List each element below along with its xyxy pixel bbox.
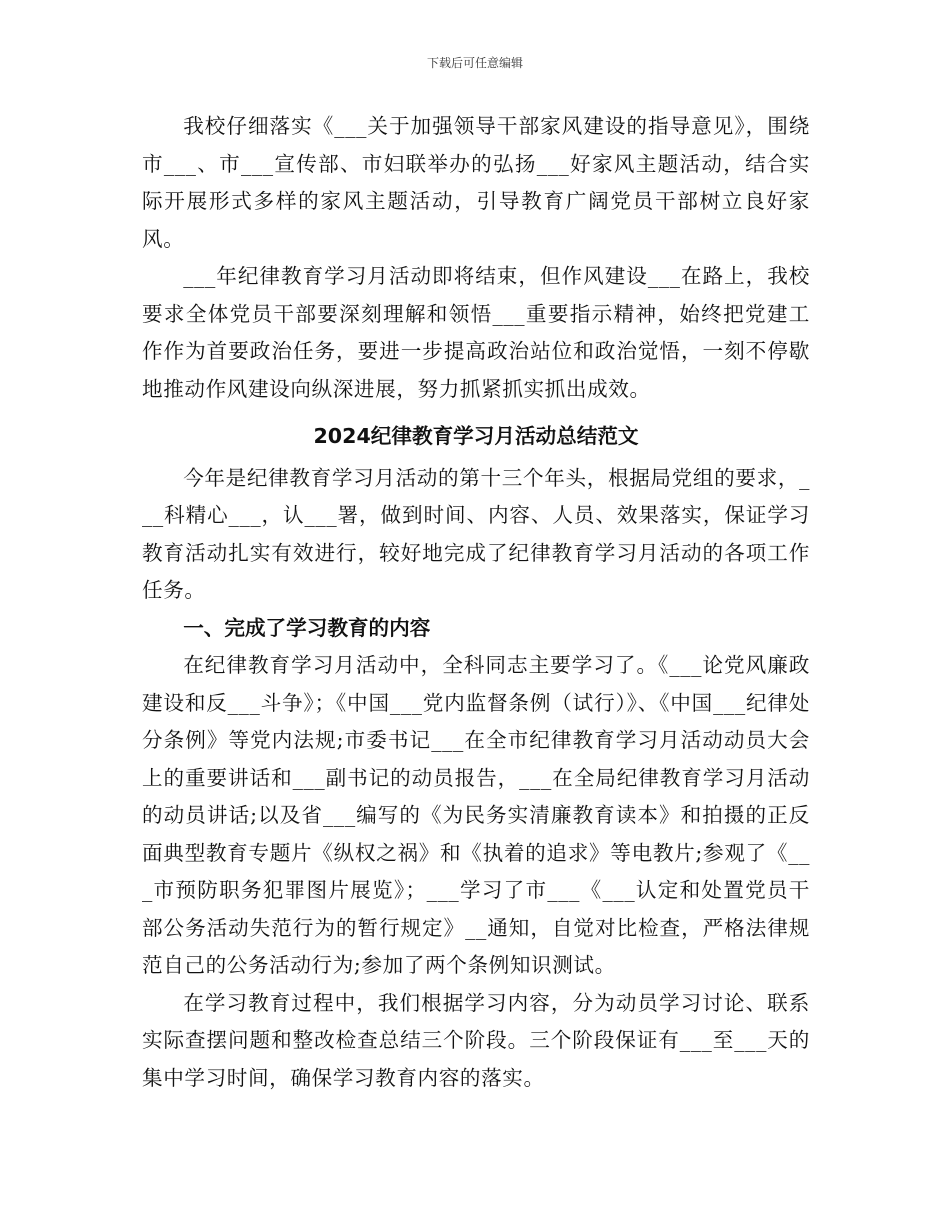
paragraph-family-style: 我校仔细落实《___关于加强领导干部家风建设的指导意见》，围绕市___、市___宣传部、市妇联举办的弘扬___好家风主题活动，结合实际开展形式多样的家风主题活动，引导教育广阔党员干部树立良好家风。 (142, 114, 810, 251)
paragraph-study-content: 在纪律教育学习月活动中，全科同志主要学习了。《___论党风廉政建设和反___斗争》；《中国___党内监督条例（试行）》、《中国___纪律处分条例》等党内法规;市委书记___在全市纪律教育学习月活动动员大会上的重要讲话和___副书记的动员报告，___在全局纪律教育学习月活动的动员讲话;以及省___编写的《为民务实清廉教育读本》和拍摄的正反面典型教育专题片《纵权之祸》和《执着的追求》等电教片;参观了《___市预防职务犯罪图片展览》；___学习了市___《___认定和处置党员干部公务活动失范行为的暂行规定》__通知，自觉对比检查，严格法律规范自己的公务活动行为;参加了两个条例知识测试。 (142, 653, 811, 977)
paragraph-conduct-building: ___年纪律教育学习月活动即将结束，但作风建设___在路上，我校要求全体党员干部要深刻理解和领悟___重要指示精神，始终把党建工作作为首要政治任务，要进一步提高政治站位和政治觉悟，一刻不停歇地推动作风建设向纵深进展，努力抓紧抓实抓出成效。 (142, 264, 810, 401)
paragraph-study-process: 在学习教育过程中，我们根据学习内容，分为动员学习讨论、联系实际查摆问题和整改检查总结三个阶段。三个阶段保证有___至___天的集中学习时间，确保学习教育内容的落实。 (142, 990, 810, 1090)
document-title: 2024纪律教育学习月活动总结范文 (313, 424, 639, 448)
header-note: 下载后可任意编辑 (426, 56, 523, 70)
paragraph-intro: 今年是纪律教育学习月活动的第十三个年头，根据局党组的要求，___科精心___，认___署，做到时间、内容、人员、效果落实，保证学习教育活动扎实有效进行，较好地完成了纪律教育学习月活动的各项工作任务。 (142, 465, 810, 602)
section-heading: 一、完成了学习教育的内容 (183, 615, 431, 640)
document-body (142, 108, 810, 1097)
